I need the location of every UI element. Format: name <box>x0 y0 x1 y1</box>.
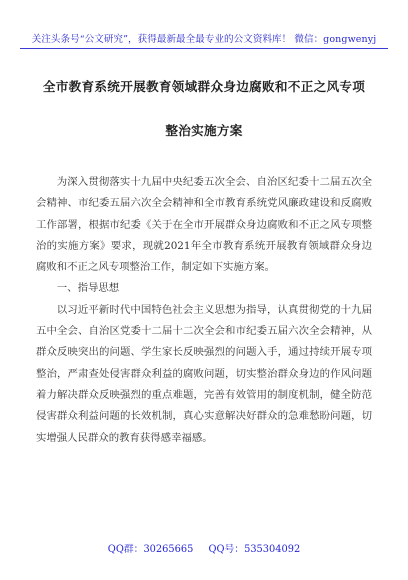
guiding-ideology-paragraph: 以习近平新时代中国特色社会主义思想为指导，认真贯彻党的十九届五中全会、自治区党委十二届十二次全会和市纪委五届六次全会精神，从群众反映突出的问题、学生家长反映强烈的问题入手，通过持续开展专项整治，严肃查处侵害群众利益的腐败问题，切实整治群众身边的作风问题着力解决群众反映强烈的重点难题，完善有效管用的制度机制，健全防范侵害群众利益问题的长效机制，真心实意解决好群众的急难愁盼问题，切实增强人民群众的教育获得感幸福感。 <box>36 303 372 444</box>
footer-qq-number: QQ号：535304092 <box>208 544 301 555</box>
intro-paragraph: 为深入贯彻落实十九届中央纪委五次全会、自治区纪委十二届五次全会精神、市纪委五届六次全会精神和全市教育系统党风廉政建设和反腐败工作部署，根据市纪委《关于在全市开展群众身边腐败和不正之风专项整治的实施方案》要求，现就2021年全市教育系统开展教育领域群众身边腐败和不正之风专项整治工作，制定如下实施方案。 <box>36 176 372 274</box>
document-title-line-2: 整治实施方案 <box>165 123 243 138</box>
footer-contact <box>0 541 408 555</box>
footer-qq-group: QQ群：30265665 <box>107 544 194 555</box>
section-heading-guiding-ideology: 一、指导思想 <box>56 282 120 295</box>
document-title-line-1: 全市教育系统开展教育领域群众身边腐败和不正之风专项 <box>42 79 366 94</box>
header-divider <box>20 48 388 49</box>
header-banner: 关注头条号“公文研究”，获得最新最全最专业的公文资料库！ 微信：gongwenyj <box>31 34 377 45</box>
document-body <box>36 172 372 449</box>
